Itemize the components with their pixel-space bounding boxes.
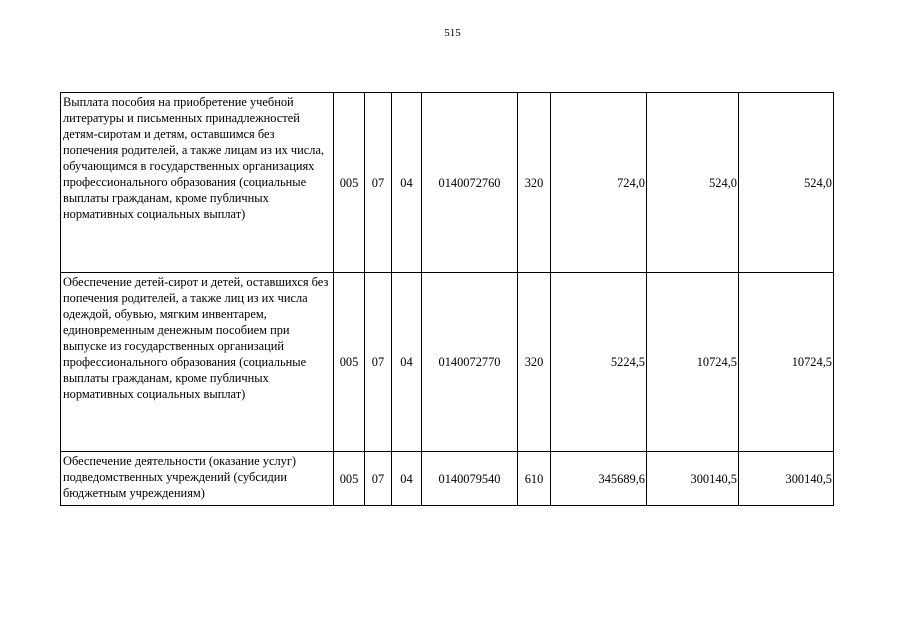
- cell-target-article: 0140079540: [422, 452, 518, 506]
- cell-ministry: 005: [334, 93, 365, 273]
- cell-section: 07: [365, 452, 392, 506]
- cell-target-article: 0140072760: [422, 93, 518, 273]
- table-row: [61, 93, 834, 273]
- page-number: 515: [444, 27, 461, 39]
- cell-subsection: 04: [392, 273, 422, 452]
- cell-expense-type: 320: [518, 93, 551, 273]
- cell-ministry: 005: [334, 452, 365, 506]
- cell-amount-2: 524,0: [647, 93, 739, 273]
- cell-subsection: 04: [392, 452, 422, 506]
- cell-amount-1: 724,0: [551, 93, 647, 273]
- cell-amount-2: 300140,5: [647, 452, 739, 506]
- cell-ministry: 005: [334, 273, 365, 452]
- table-row: [61, 273, 834, 452]
- table-row: [61, 452, 834, 506]
- cell-amount-3: 524,0: [739, 93, 834, 273]
- cell-section: 07: [365, 93, 392, 273]
- cell-description: Обеспечение деятельности (оказание услуг) подведомственных учреждений (субсидии бюджетным учреждениям): [61, 452, 334, 506]
- cell-amount-2: 10724,5: [647, 273, 739, 452]
- cell-amount-3: 300140,5: [739, 452, 834, 506]
- cell-amount-1: 345689,6: [551, 452, 647, 506]
- cell-amount-1: 5224,5: [551, 273, 647, 452]
- cell-description: Выплата пособия на приобретение учебной литературы и письменных принадлежностей детям-сиротам и детям, оставшимся без попечения родителей, а также лицам из их числа, обучающимся в государственных организациях профессионального образования (социальные выплаты гражданам, кроме публичных нормативных социальных выплат): [61, 93, 334, 273]
- cell-description: Обеспечение детей-сирот и детей, оставшихся без попечения родителей, а также лиц из их числа одеждой, обувью, мягким инвентарем, единовременным денежным пособием при выпуске из государственных организаций профессионального образования (социальные выплаты гражданам, кроме публичных нормативных социальных выплат): [61, 273, 334, 452]
- budget-table: [60, 92, 834, 506]
- cell-section: 07: [365, 273, 392, 452]
- cell-expense-type: 320: [518, 273, 551, 452]
- cell-subsection: 04: [392, 93, 422, 273]
- cell-expense-type: 610: [518, 452, 551, 506]
- cell-target-article: 0140072770: [422, 273, 518, 452]
- cell-amount-3: 10724,5: [739, 273, 834, 452]
